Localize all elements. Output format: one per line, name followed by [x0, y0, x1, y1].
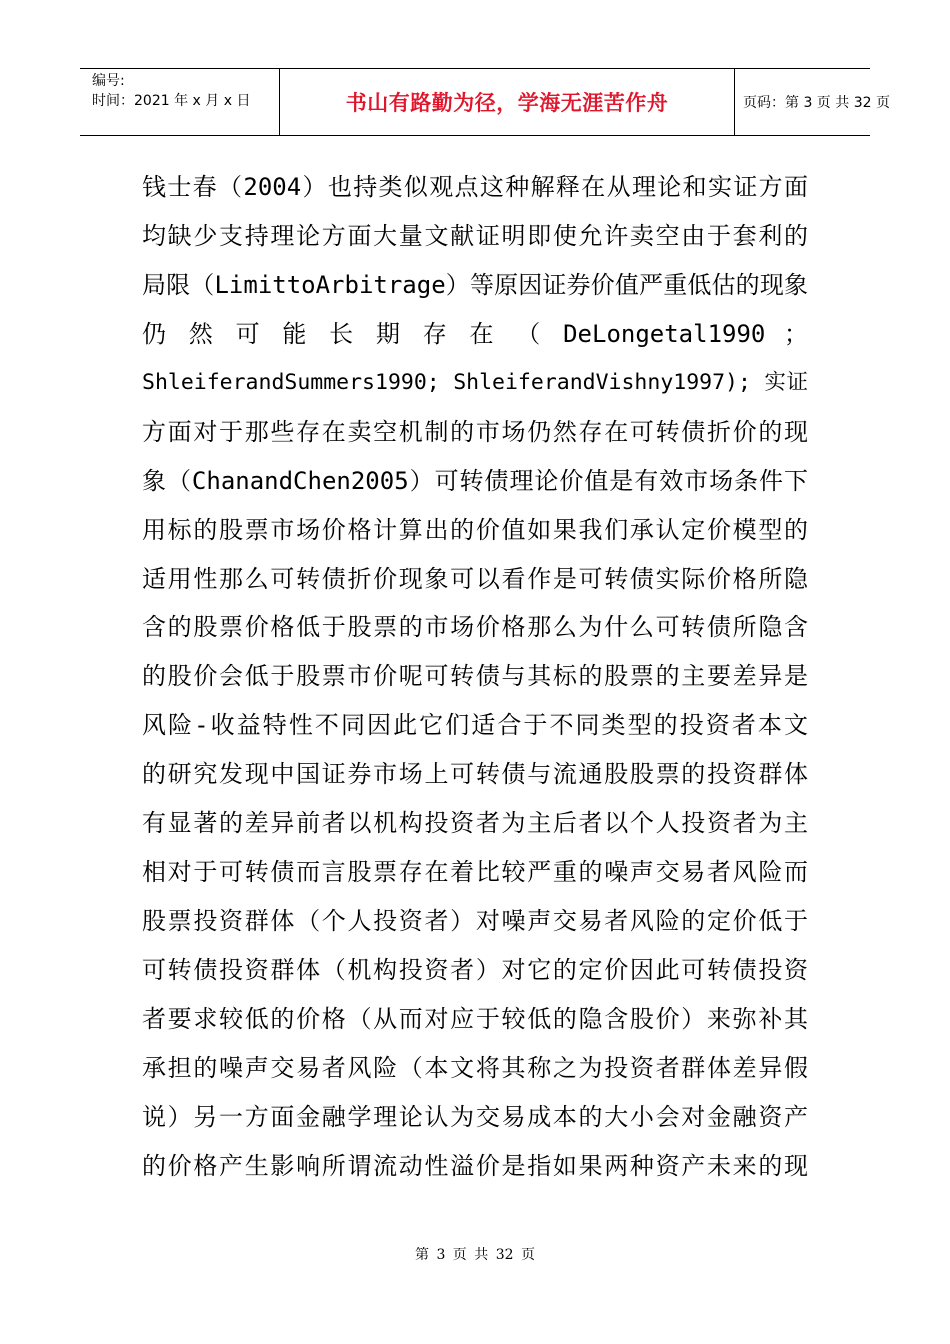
- body-line: 仍 然 可 能 长 期 存 在 （ DeLongetal1990 ；: [142, 319, 808, 348]
- header-motto-cell: [280, 69, 735, 135]
- body-line: 适用性那么可转债折价现象可以看作是可转债实际价格所隐: [142, 564, 808, 593]
- body-line: 的价格产生影响所谓流动性溢价是指如果两种资产未来的现: [142, 1151, 808, 1180]
- body-line: 有显著的差异前者以机构投资者为主后者以个人投资者为主: [142, 809, 808, 838]
- body-line: 象（ChanandChen2005）可转债理论价值是有效市场条件下: [142, 466, 808, 495]
- body-line: 含的股票价格低于股票的市场价格那么为什么可转债所隐含: [142, 613, 808, 642]
- body-line: 承担的噪声交易者风险（本文将其称之为投资者群体差异假: [142, 1053, 808, 1082]
- body-line: 可转债投资群体（机构投资者）对它的定价因此可转债投资: [142, 956, 808, 984]
- header-meta-cell: [80, 69, 280, 135]
- header-page-number: 页码：第 3 页 共 32 页: [743, 95, 890, 111]
- header-motto: 书山有路勤为径，学海无涯苦作舟: [345, 91, 669, 115]
- header-page-cell: [735, 69, 890, 135]
- body-line: 用标的股票市场价格计算出的价值如果我们承认定价模型的: [142, 515, 808, 544]
- body-line: 方面对于那些存在卖空机制的市场仍然存在可转债折价的现: [142, 417, 808, 446]
- page-footer: 第 3 页 共 32 页: [415, 1247, 535, 1263]
- body-line: 者要求较低的价格（从而对应于较低的隐含股价）来弥补其: [142, 1004, 808, 1033]
- body-line: ShleiferandSummers1990; ShleiferandVishny1997); 实证: [142, 369, 808, 395]
- document-code-label: 编号:: [92, 73, 125, 89]
- body-line: 的股价会低于股票市价呢可转债与其标的股票的主要差异是: [142, 662, 808, 691]
- page-header: [80, 68, 890, 136]
- body-line: 局限（LimittoArbitrage）等原因证券价值严重低估的现象: [142, 270, 808, 299]
- body-line: 风险-收益特性不同因此它们适合于不同类型的投资者本文: [142, 711, 808, 740]
- body-line: 股票投资群体（个人投资者）对噪声交易者风险的定价低于: [142, 907, 808, 936]
- body-line: 相对于可转债而言股票存在着比较严重的噪声交易者风险而: [142, 858, 808, 887]
- document-body: [142, 166, 808, 1194]
- body-line: 说）另一方面金融学理论认为交易成本的大小会对金融资产: [142, 1102, 808, 1131]
- body-line: 钱士春（2004）也持类似观点这种解释在从理论和实证方面: [142, 173, 808, 201]
- body-line: 的研究发现中国证券市场上可转债与流通股股票的投资群体: [142, 760, 808, 789]
- body-line: 均缺少支持理论方面大量文献证明即使允许卖空由于套利的: [142, 221, 808, 250]
- document-date: 时间：2021 年 x 月 x 日: [92, 93, 251, 109]
